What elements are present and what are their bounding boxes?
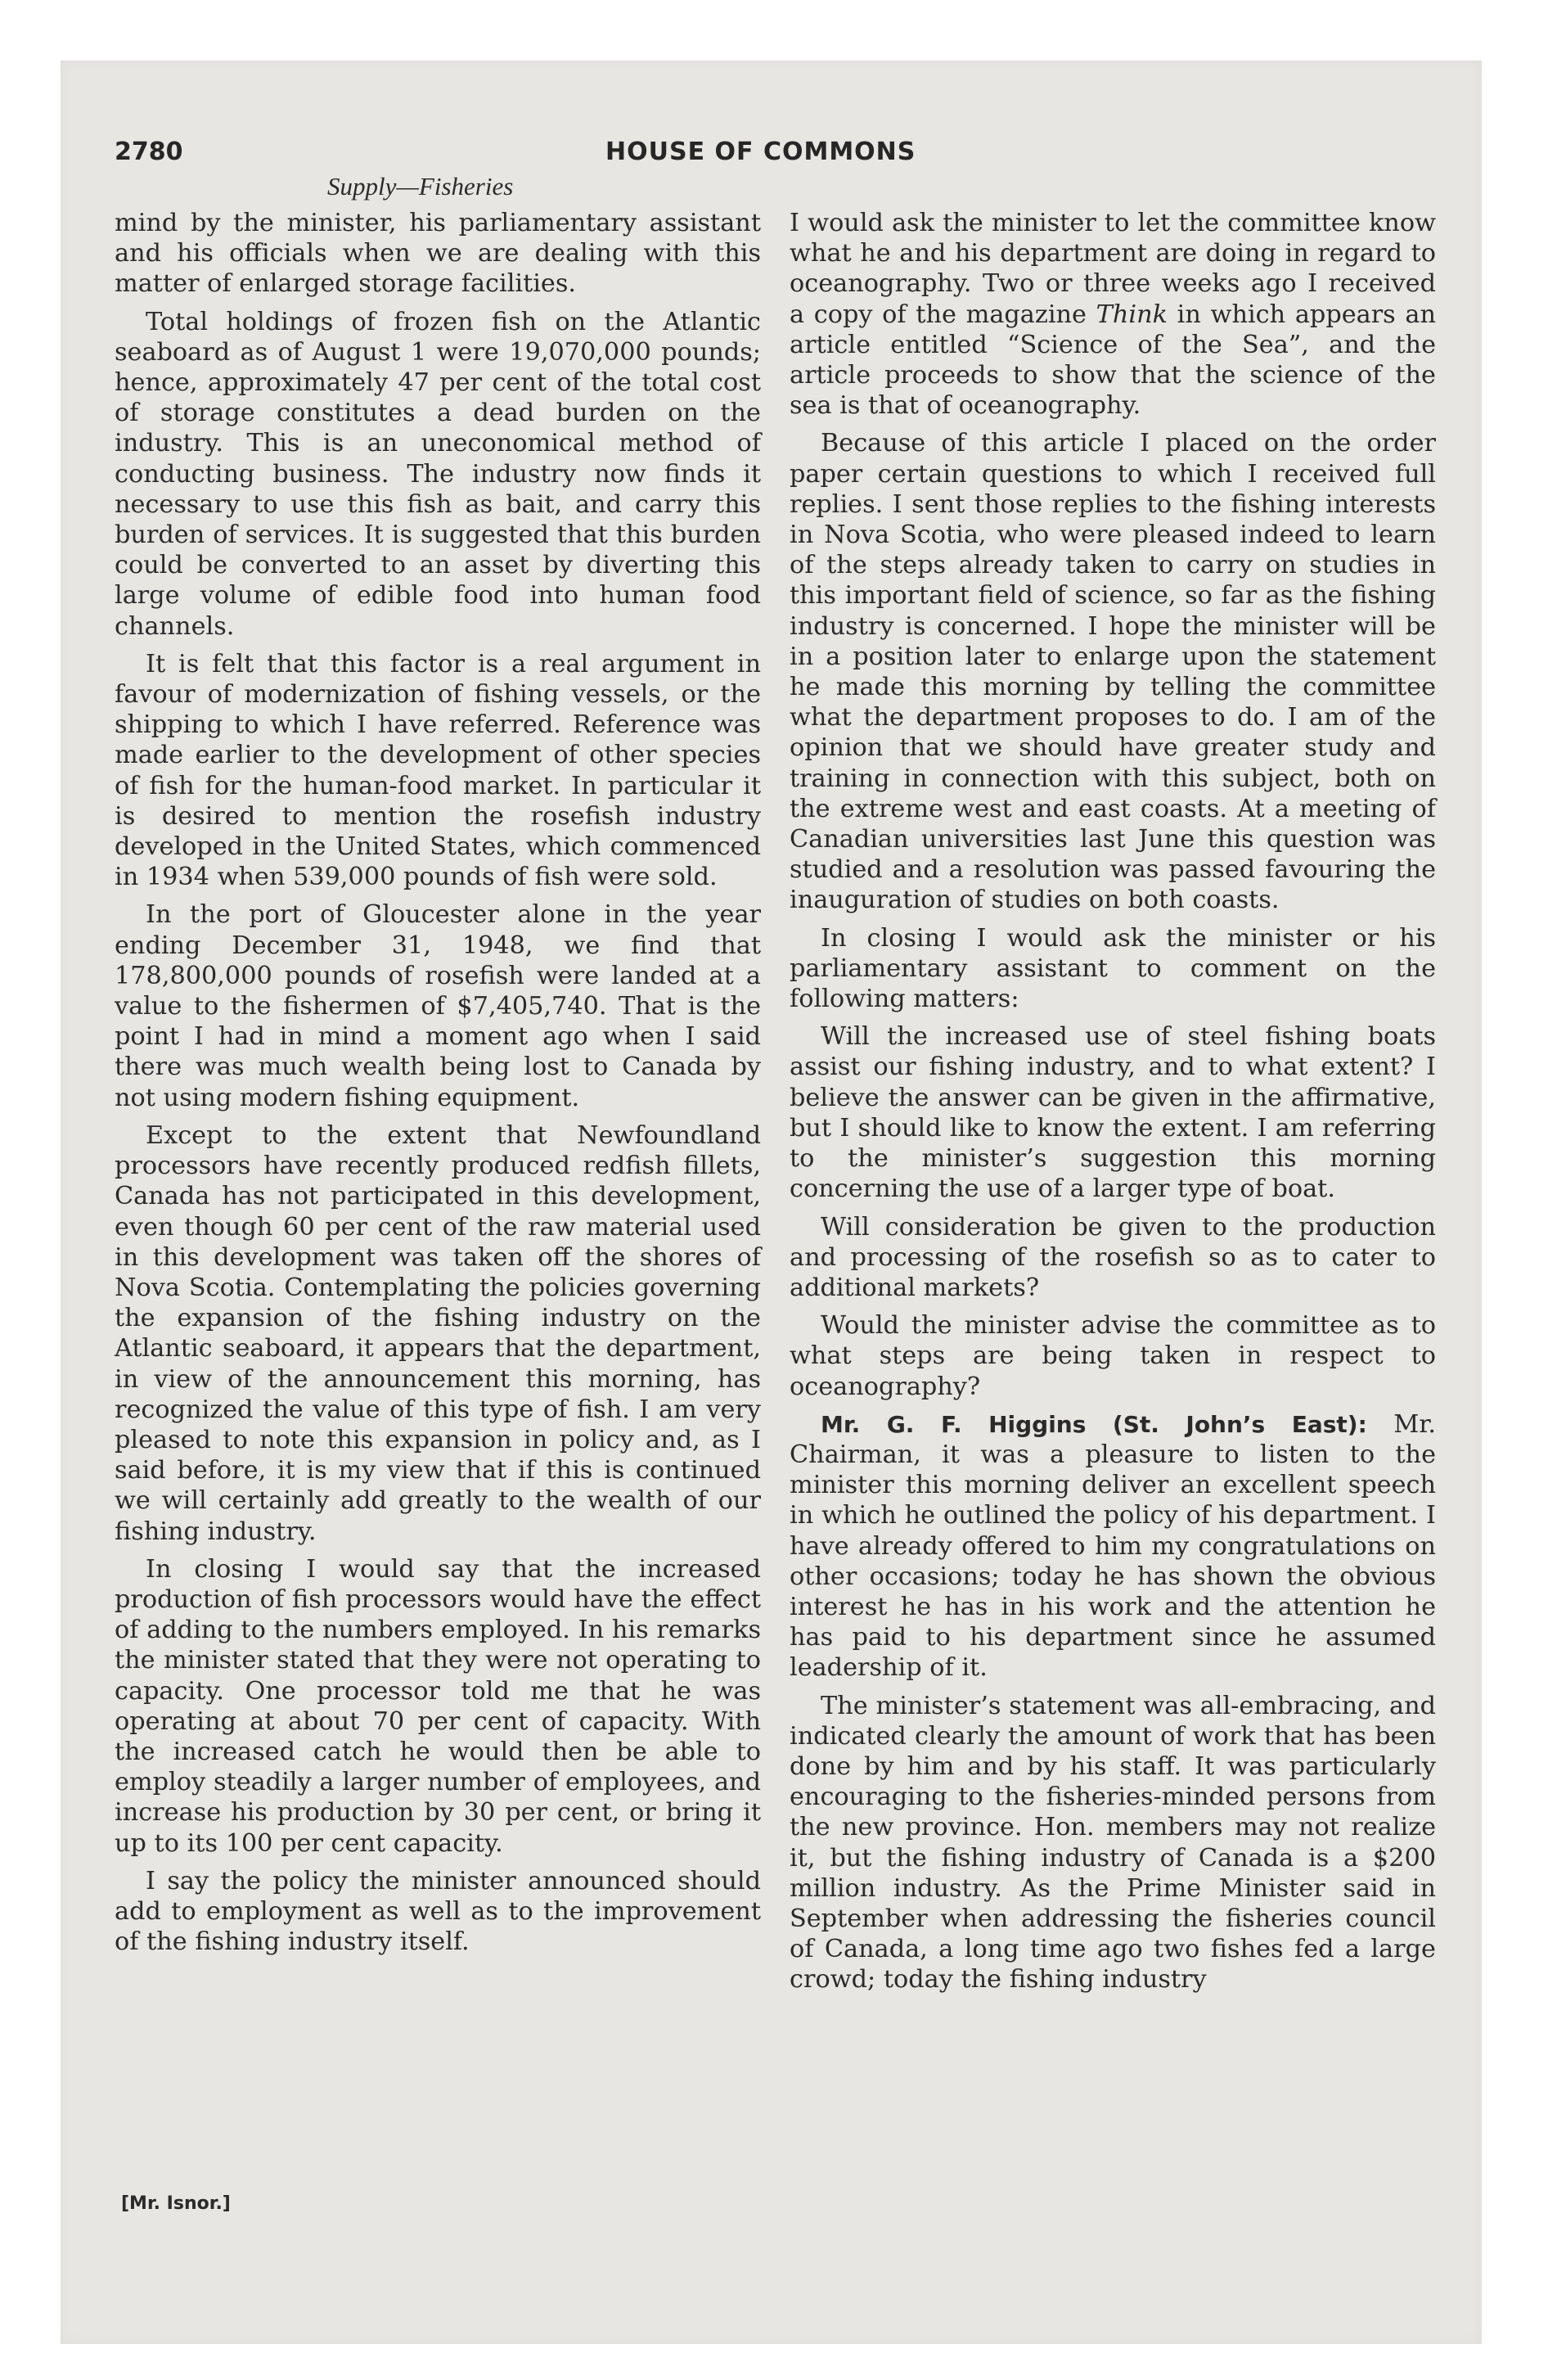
paragraph: In the port of Gloucester alone in the year ending December 31, 1948, we find that 178,800,000 pounds of rosefish were landed at a value to the fishermen of $7,405,740. That is the point I had in mind a moment ago when I said there was much wealth being lost to Canada by not using modern fishing equipment. bbox=[115, 900, 761, 1112]
paragraph: Will consideration be given to the production and processing of the rosefish so as to cater to additional markets? bbox=[790, 1212, 1436, 1302]
paragraph: Because of this article I placed on the order paper certain questions to which I received full replies. I sent those replies to the fishing interests in Nova Scotia, who were pleased indeed to learn of the steps already taken to carry on studies in this important field of science, so far as the fishing industry is concerned. I hope the minister will be in a position later to enlarge upon the statement he made this morning by telling the committee what the department proposes to do. I am of the opinion that we should have greater study and training in connection with this subject, both on the extreme west and east coasts. At a meeting of Canadian universities last June this question was studied and a resolution was passed favouring the inauguration of studies on both coasts. bbox=[790, 429, 1436, 915]
paragraph: Total holdings of frozen fish on the Atlantic seaboard as of August 1 were 19,070,000 pounds; hence, approximately 47 per cent of the total cost of storage constitutes a dead burden on the industry. This is an uneconomical method of conducting business. The industry now finds it necessary to use this fish as bait, and carry this burden of services. It is suggested that this burden could be converted to an asset by diverting this large volume of edible food into human food channels. bbox=[115, 307, 761, 641]
paragraph: It is felt that this factor is a real argument in favour of modernization of fishing vessels, or the shipping to which I have referred. Reference was made earlier to the development of other species of fish for the human-food market. In particular it is desired to mention the rosefish industry developed in the United States, which commenced in 1934 when 539,000 pounds of fish were sold. bbox=[115, 649, 761, 892]
paragraph: The minister’s statement was all-embracing, and indicated clearly the amount of work that has been done by him and by his staff. It was particularly encouraging to the fisheries-minded persons from the new province. Hon. members may not realize it, but the fishing industry of Canada is a $200 million industry. As the Prime Minister said in September when addressing the fisheries council of Canada, a long time ago two fishes fed a large crowd; today the fishing industry bbox=[790, 1691, 1436, 1995]
paragraph: In closing I would say that the increased production of fish processors would have the effect of adding to the numbers employed. In his remarks the minister stated that they were not operating to capacity. One processor told me that he was operating at about 70 per cent of capacity. With the increased catch he would then be able to employ steadily a larger number of employees, and increase his production by 30 per cent, or bring it up to its 100 per cent capacity. bbox=[115, 1554, 761, 1858]
paragraph: Will the increased use of steel fishing boats assist our fishing industry, and to what extent? I believe the answer can be given in the affirmative, but I should like to know the extent. I am referring to the minister’s suggestion this morning concerning the use of a larger type of boat. bbox=[790, 1022, 1436, 1204]
paragraph: Would the minister advise the committee as to what steps are being taken in respect to oceanography? bbox=[790, 1311, 1436, 1401]
paragraph: mind by the minister, his parliamentary assistant and his officials when we are dealing with this matter of enlarged storage facilities. bbox=[115, 209, 761, 299]
left-column bbox=[115, 208, 761, 1964]
right-column bbox=[790, 208, 1436, 2003]
speaker-footer: [Mr. Isnor.] bbox=[121, 2193, 231, 2214]
paragraph: Except to the extent that Newfoundland processors have recently produced redfish fillets, Canada has not participated in this development, even though 60 per cent of the raw material used in this development was taken off the shores of Nova Scotia. Contemplating the policies governing the expansion of the fishing industry on the Atlantic seaboard, it appears that the department, in view of the announcement this morning, has recognized the value of this type of fish. I am very pleased to note this expansion in policy and, as I said before, it is my view that if this is continued we will certainly add greatly to the wealth of our fishing industry. bbox=[115, 1120, 761, 1546]
speaker-name: Mr. G. F. Higgins (St. John’s East): bbox=[821, 1410, 1367, 1438]
magazine-title: Think bbox=[1096, 300, 1168, 329]
running-head: Supply—Fisheries bbox=[327, 172, 514, 201]
page-header bbox=[115, 137, 1456, 170]
paragraph bbox=[790, 208, 1436, 421]
paragraph-text: in which appears an article entitled “Science of the Sea”, and the article proceeds to show that the science of the sea is that of oceanography. bbox=[790, 300, 1436, 421]
paragraph-text: I would ask the minister to let the committee know what he and his department are doing in regard to oceanography. Two or three weeks ago I received a copy of the magazine bbox=[790, 209, 1436, 329]
journal-title: HOUSE OF COMMONS bbox=[605, 137, 916, 166]
speech-paragraph bbox=[790, 1409, 1436, 1684]
page-number: 2780 bbox=[115, 137, 183, 166]
paragraph: I say the policy the minister announced should add to employment as well as to the improvement of the fishing industry itself. bbox=[115, 1866, 761, 1957]
paragraph: In closing I would ask the minister or his parliamentary assistant to comment on the following matters: bbox=[790, 923, 1436, 1014]
paragraph-text: Mr. Chairman, it was a pleasure to listen to the minister this morning deliver an excellent speech in which he outlined the policy of his department. I have already offered to him my congratulations on other occasions; today he has shown the obvious interest he has in his work and the attention he has paid to his department since he assumed leadership of it. bbox=[790, 1409, 1436, 1683]
